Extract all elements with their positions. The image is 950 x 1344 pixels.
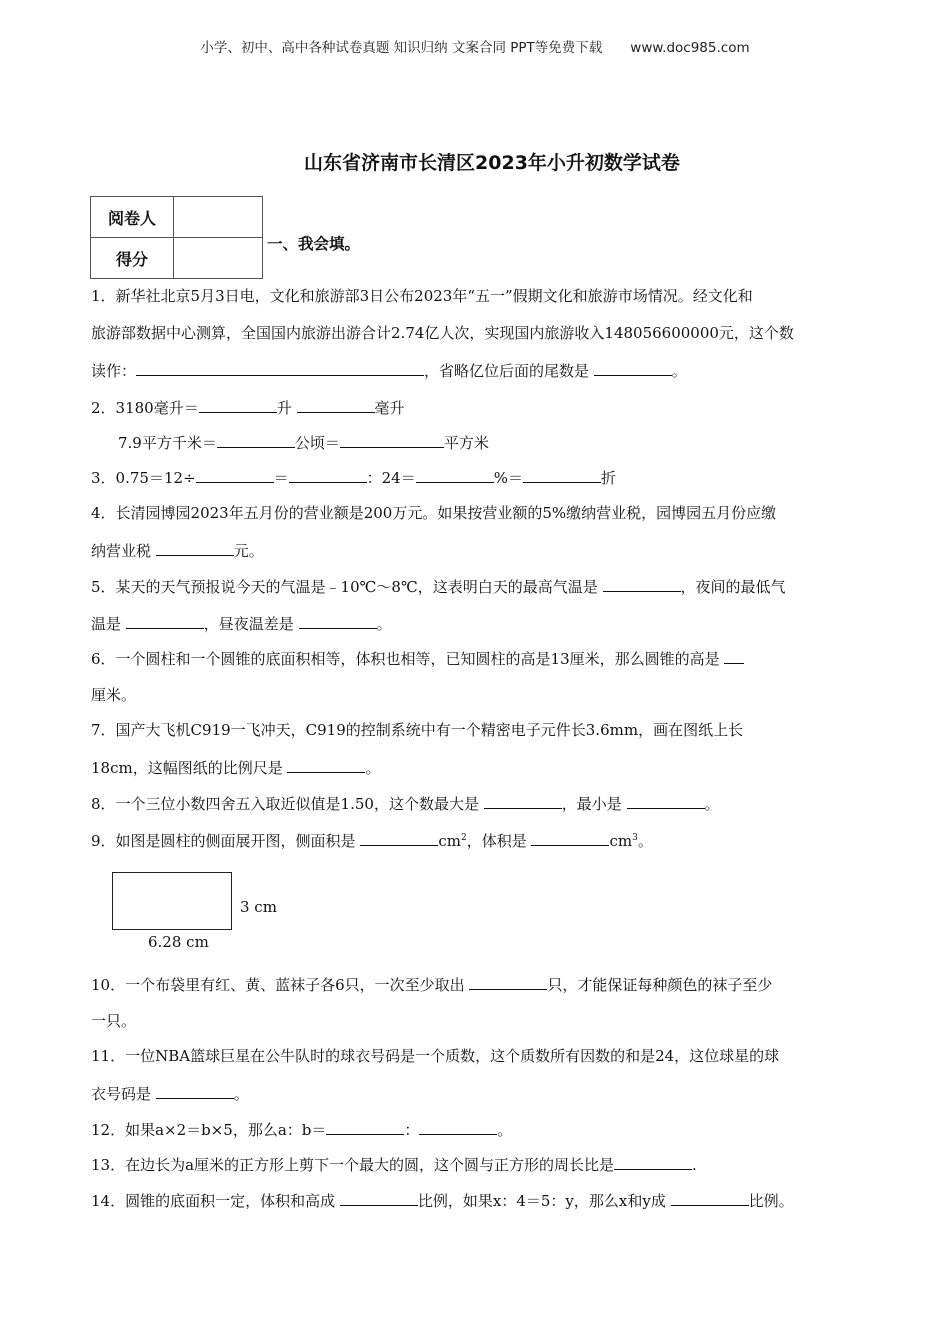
q1-line1: 1．新华社北京5月3日电，文化和旅游部3日公布2023年“五一”假期文化和旅游市场情况。经文化和 — [91, 287, 753, 305]
answer-blank[interactable] — [217, 432, 295, 448]
page-header — [0, 36, 950, 56]
q11-line1: 11．一位NBA篮球巨星在公牛队时的球衣号码是一个质数，这个质数所有因数的和是24，这位球星的球 — [91, 1047, 780, 1065]
score-table-score-label: 得分 — [91, 238, 174, 279]
answer-blank[interactable] — [126, 613, 204, 629]
answer-blank[interactable] — [199, 397, 277, 413]
q13-line: 13．在边长为a厘米的正方形上剪下一个最大的圆，这个圆与正方形的周长比是 . — [91, 1156, 697, 1174]
q1-line3: 读作： ，省略亿位后面的尾数是 。 — [91, 362, 687, 380]
score-table-grader-cell — [174, 197, 263, 238]
q4-line2: 纳营业税 元。 — [91, 542, 264, 560]
answer-blank[interactable] — [594, 360, 672, 376]
answer-blank[interactable] — [531, 830, 609, 846]
answer-blank[interactable] — [340, 432, 444, 448]
answer-blank[interactable] — [360, 830, 438, 846]
answer-blank[interactable] — [299, 613, 377, 629]
answer-blank[interactable] — [484, 793, 562, 809]
page-title: 山东省济南市长清区2023年小升初数学试卷 — [304, 152, 680, 174]
figure-width-label: 6.28 cm — [148, 933, 209, 951]
answer-blank[interactable] — [627, 793, 705, 809]
q14-line: 14．圆锥的底面积一定，体积和高成 比例，如果x：4＝5：y，那么x和y成 比例。 — [91, 1192, 794, 1210]
section-heading: 一、我会填。 — [267, 235, 361, 253]
answer-blank[interactable] — [136, 360, 424, 376]
answer-blank[interactable] — [469, 974, 547, 990]
answer-blank[interactable] — [196, 467, 274, 483]
q9-line: 9．如图是圆柱的侧面展开图，侧面积是 $cm^2$，体积是 $cm^3$。 — [91, 832, 653, 850]
answer-blank[interactable] — [287, 757, 365, 773]
answer-blank[interactable] — [671, 1190, 749, 1206]
q2-line1: 2．3180毫升＝ 升 毫升 — [91, 399, 405, 417]
answer-blank[interactable] — [156, 540, 234, 556]
q10-line1: 10．一个布袋里有红、黄、蓝袜子各6只，一次至少取出 只，才能保证每种颜色的袜子至少 — [91, 976, 773, 994]
answer-blank[interactable] — [523, 467, 601, 483]
answer-blank[interactable] — [603, 576, 681, 592]
answer-blank[interactable] — [340, 1190, 418, 1206]
q5-line2: 温是 ，昼夜温差是 。 — [91, 615, 392, 633]
answer-blank[interactable] — [289, 467, 367, 483]
answer-blank[interactable] — [614, 1154, 692, 1170]
score-table-grader-label: 阅卷人 — [91, 197, 174, 238]
q4-line1: 4．长清园博园2023年五月份的营业额是200万元。如果按营业额的5%缴纳营业税，园博园五月份应缴 — [91, 504, 777, 522]
q2-line2: 7.9平方千米＝ 公顷＝ 平方米 — [118, 434, 489, 452]
q12-line: 12．如果a×2＝b×5，那么a：b＝ ： 。 — [91, 1121, 513, 1139]
q3-line: 3．0.75＝12÷ ＝ ：24＝ %＝ 折 — [91, 469, 616, 487]
answer-blank[interactable] — [724, 648, 744, 664]
answer-blank[interactable] — [156, 1083, 234, 1099]
q7-line2: 18cm，这幅图纸的比例尺是 。 — [91, 759, 381, 777]
q7-line1: 7．国产大飞机C919一飞冲天，C919的控制系统中有一个精密电子元件长3.6mm，画在图纸上长 — [91, 721, 744, 739]
figure-height-label: 3 cm — [240, 898, 277, 916]
cylinder-net-rectangle — [112, 872, 232, 930]
answer-blank[interactable] — [416, 467, 494, 483]
score-table — [90, 196, 263, 279]
answer-blank[interactable] — [297, 397, 375, 413]
q10-line2: 一只。 — [91, 1012, 137, 1030]
q6-line2: 厘米。 — [91, 686, 137, 704]
q5-line1: 5．某天的天气预报说今天的气温是﹣10℃～8℃，这表明白天的最高气温是 ，夜间的最低气 — [91, 578, 786, 596]
score-table-score-cell — [174, 238, 263, 279]
q6-line1: 6．一个圆柱和一个圆锥的底面积相等，体积也相等，已知圆柱的高是13厘米，那么圆锥的高是 — [91, 648, 744, 669]
q1-line2: 旅游部数据中心测算，全国国内旅游出游合计2.74亿人次，实现国内旅游收入148056600000元，这个数 — [91, 324, 794, 342]
q11-line2: 衣号码是 。 — [91, 1085, 249, 1103]
header-site: www.doc985.com — [630, 40, 750, 56]
answer-blank[interactable] — [326, 1119, 404, 1135]
q8-line: 8．一个三位小数四舍五入取近似值是1.50，这个数最大是 ，最小是 。 — [91, 795, 720, 813]
answer-blank[interactable] — [419, 1119, 497, 1135]
header-text: 小学、初中、高中各种试卷真题 知识归纳 文案合同 PPT等免费下载 — [200, 40, 603, 56]
